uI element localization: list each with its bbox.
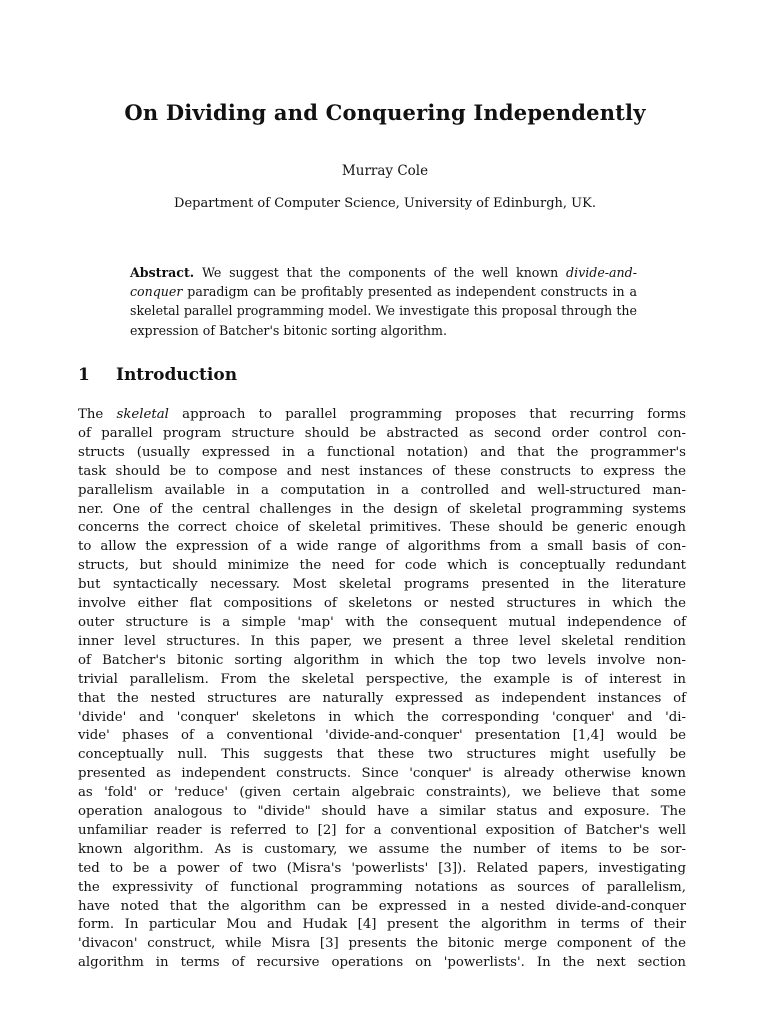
abstract — [130, 263, 637, 340]
abstract-text-after: paradigm can be profitably presented as independent constructs in a skeletal parallel programming model. We investigate this proposal through the expression of Batcher's bitonic sorting algorithm. — [130, 284, 637, 338]
paper-author: Murray Cole — [341, 163, 429, 179]
abstract-emph: divide-and-conquer — [130, 265, 637, 300]
body-line: The skeletal approach to parallel programming proposes that recurring forms — [78, 407, 686, 422]
body-line: operation analogous to "divide" should have a similar status and exposure. The — [78, 804, 686, 820]
body-line: 'divide' and 'conquer' skeletons in which the corresponding 'conquer' and 'di- — [78, 709, 686, 725]
paper-title: On Dividing and Conquering Independently — [124, 100, 646, 125]
body-line: but syntactically necessary. Most skeletal programs presented in the literature — [78, 577, 686, 593]
body-line: form. In particular Mou and Hudak [4] present the algorithm in terms of their — [78, 917, 686, 933]
body-line: ted to be a power of two (Misra's 'powerlists' [3]). Related papers, investigating — [78, 860, 686, 876]
body-line: concerns the correct choice of skeletal primitives. These should be generic enough — [78, 520, 686, 536]
abstract-label: Abstract. — [130, 265, 195, 280]
paper-affiliation: Department of Computer Science, University of Edinburgh, UK. — [174, 196, 596, 211]
section-number: 1 — [78, 365, 90, 385]
section-heading — [78, 365, 237, 385]
body-line: known algorithm. As is customary, we assume the number of items to be sor- — [78, 841, 686, 857]
body-line: structs (usually expressed in a functional notation) and that the programmer's — [78, 444, 686, 460]
body-line: of parallel program structure should be abstracted as second order control con- — [78, 425, 686, 441]
body-line: conceptually null. This suggests that these two structures might usefully be — [78, 747, 686, 763]
body-text — [78, 406, 686, 973]
body-line: trivial parallelism. From the skeletal perspective, the example is of interest in — [78, 671, 686, 687]
body-line: the expressivity of functional programming notations as sources of parallelism, — [78, 879, 686, 895]
body-line: task should be to compose and nest instances of these constructs to express the — [78, 463, 686, 479]
body-line: vide' phases of a conventional 'divide-and-conquer' presentation [1,4] would be — [78, 728, 686, 744]
body-line: outer structure is a simple 'map' with the consequent mutual independence of — [78, 614, 686, 630]
body-line: ner. One of the central challenges in the design of skeletal programming systems — [78, 501, 686, 517]
body-line: as 'fold' or 'reduce' (given certain algebraic constraints), we believe that some — [78, 785, 686, 801]
body-line: to allow the expression of a wide range of algorithms from a small basis of con- — [78, 539, 686, 555]
body-line: involve either flat compositions of skeletons or nested structures in which the — [78, 596, 686, 612]
body-line: unfamiliar reader is referred to [2] for a conventional exposition of Batcher's well — [78, 822, 686, 838]
body-line: parallelism available in a computation in a controlled and well-structured man- — [78, 482, 686, 498]
body-line: inner level structures. In this paper, we present a three level skeletal rendition — [78, 633, 686, 649]
body-line: of Batcher's bitonic sorting algorithm in which the top two levels involve non- — [78, 652, 686, 668]
body-line: algorithm in terms of recursive operations on 'powerlists'. In the next section — [78, 955, 686, 971]
body-line: have noted that the algorithm can be expressed in a nested divide-and-conquer — [78, 898, 686, 914]
body-line: that the nested structures are naturally expressed as independent instances of — [78, 690, 686, 706]
body-line: structs, but should minimize the need for code which is conceptually redundant — [78, 558, 686, 574]
section-title: Introduction — [116, 365, 238, 385]
abstract-text-before: We suggest that the components of the well known — [201, 265, 567, 280]
body-line: 'divacon' construct, while Misra [3] presents the bitonic merge component of the — [78, 936, 686, 952]
body-line: presented as independent constructs. Since 'conquer' is already otherwise known — [78, 766, 686, 782]
